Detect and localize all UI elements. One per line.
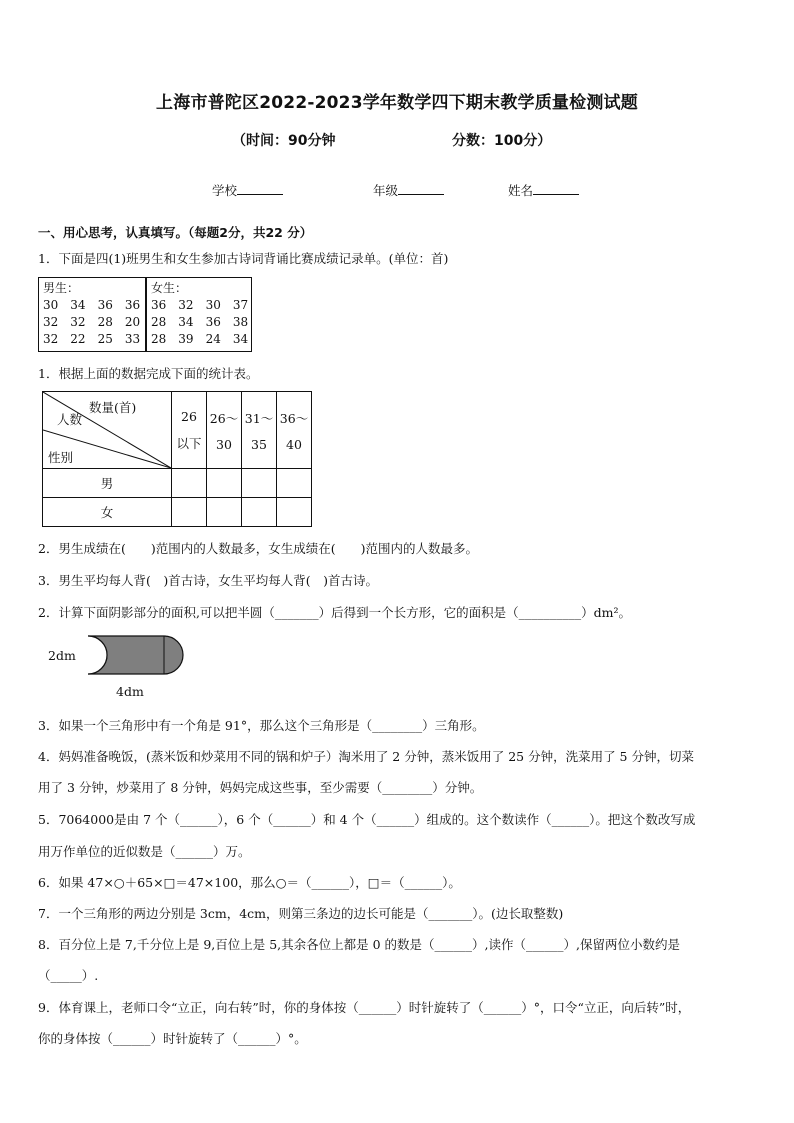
- q1-stem: 1．下面是四(1)班男生和女生参加古诗词背诵比赛成绩记录单。(单位：首): [38, 251, 449, 266]
- school-field: [212, 181, 283, 199]
- name-blank[interactable]: [533, 182, 579, 195]
- q6: 6．如果 47×○＋65×□＝47×100，那么○＝（______），□＝（______）。: [38, 875, 461, 890]
- grade-field: [373, 181, 444, 199]
- col-header-3: [242, 392, 277, 469]
- q5-line1: 5．7064000是由 7 个（______），6 个（______）和 4 个（______）组成的。这个数读作（______）。把这个数改写成: [38, 812, 696, 827]
- boys-score-table: [40, 297, 143, 348]
- score-cell: 32: [70, 315, 86, 329]
- corner-label-quantity: 数量(首): [89, 400, 137, 415]
- row-label-boys: 男: [43, 469, 172, 498]
- exam-score: 分数：100分）: [452, 133, 552, 149]
- grade-label: 年级: [373, 183, 399, 198]
- q8-line1: 8．百分位上是 7,千分位上是 9,百位上是 5,其余各位上都是 0 的数是（______）,读作（______）,保留两位小数约是: [38, 937, 681, 952]
- height-label: 2dm: [48, 648, 76, 663]
- boys-row: [40, 314, 143, 331]
- score-cell: 30: [205, 298, 221, 312]
- col-header-1-bottom: 以下: [176, 435, 202, 451]
- stat-row-boys: [43, 469, 312, 498]
- col-header-4-top: 36～: [279, 410, 309, 426]
- score-cell: 38: [232, 315, 249, 329]
- score-cell: 39: [178, 332, 194, 346]
- q4-line1: 4．妈妈准备晚饭，(蒸米饭和炒菜用不同的锅和炉子）淘米用了 2 分钟，蒸米饭用了 25 分钟，洗菜用了 5 分钟，切菜: [38, 749, 694, 764]
- q2-stem: 2．计算下面阴影部分的面积,可以把半圆（_______）后得到一个长方形，它的面积是（__________）dm²。: [38, 605, 632, 620]
- q1-sub2: 2．男生成绩在( )范围内的人数最多，女生成绩在( )范围内的人数最多。: [38, 541, 478, 556]
- score-cell: 22: [70, 332, 86, 346]
- answer-cell[interactable]: [277, 469, 312, 498]
- score-cell: 34: [232, 332, 249, 346]
- q8-line2: （_____）.: [38, 968, 99, 983]
- col-header-1: [172, 392, 207, 469]
- name-label: 姓名: [508, 183, 534, 198]
- boys-row: [40, 331, 143, 348]
- school-blank[interactable]: [237, 182, 283, 195]
- answer-cell[interactable]: [207, 469, 242, 498]
- girls-row: [148, 297, 251, 314]
- name-field: [508, 181, 579, 199]
- width-label: 4dm: [116, 684, 144, 699]
- score-cell: 36: [124, 298, 141, 312]
- score-cell: 24: [205, 332, 221, 346]
- score-cell: 34: [70, 298, 86, 312]
- q5-line2: 用万作单位的近似数是（______）万。: [38, 844, 251, 859]
- score-cell: 33: [124, 332, 141, 346]
- score-cell: 28: [97, 315, 113, 329]
- score-cell: 20: [124, 315, 141, 329]
- score-cell: 34: [178, 315, 194, 329]
- answer-cell[interactable]: [172, 498, 207, 527]
- stat-header-row: [43, 392, 312, 469]
- q7: 7．一个三角形的两边分别是 3cm，4cm，则第三条边的边长可能是（_______）。(边长取整数): [38, 906, 564, 921]
- answer-cell[interactable]: [172, 469, 207, 498]
- col-header-3-top: 31～: [244, 410, 274, 426]
- col-header-4-bottom: 40: [286, 436, 302, 452]
- answer-cell[interactable]: [242, 469, 277, 498]
- score-cell: 36: [151, 298, 167, 312]
- girls-row: [148, 331, 251, 348]
- answer-cell[interactable]: [277, 498, 312, 527]
- score-cell: 28: [151, 315, 167, 329]
- girls-row: [148, 314, 251, 331]
- score-cell: 32: [43, 332, 59, 346]
- answer-cell[interactable]: [207, 498, 242, 527]
- school-label: 学校: [212, 183, 238, 198]
- score-cell: 36: [205, 315, 221, 329]
- girls-label: 女生：: [151, 281, 188, 295]
- table-corner-cell: [43, 392, 172, 469]
- girls-score-table: [148, 297, 251, 348]
- q9-line2: 你的身体按（______）时针旋转了（______）°。: [38, 1031, 307, 1046]
- page-title: 上海市普陀区2022-2023学年数学四下期末教学质量检测试题: [156, 93, 638, 113]
- grade-blank[interactable]: [398, 182, 444, 195]
- score-cell: 32: [43, 315, 59, 329]
- section-heading: 一、用心思考，认真填写。（每题2分，共22 分）: [38, 225, 313, 240]
- statistics-table: [42, 391, 312, 527]
- col-header-2-top: 26～: [209, 410, 239, 426]
- col-header-2: [207, 392, 242, 469]
- col-header-3-bottom: 35: [251, 436, 267, 452]
- q4-line2: 用了 3 分钟，炒菜用了 8 分钟，妈妈完成这些事，至少需要（________）分钟。: [38, 780, 483, 795]
- q1-sub3: 3．男生平均每人背( )首古诗，女生平均每人背( )首古诗。: [38, 573, 378, 588]
- boys-row: [40, 297, 143, 314]
- score-cell: 37: [232, 298, 249, 312]
- col-header-1-top: 26: [181, 408, 197, 424]
- col-header-4: [277, 392, 312, 469]
- boys-label: 男生：: [43, 281, 80, 295]
- stat-row-girls: [43, 498, 312, 527]
- exam-time: （时间：90分钟: [232, 133, 336, 149]
- q9-line1: 9．体育课上，老师口令“立正，向右转”时，你的身体按（______）时针旋转了（______）°，口令“立正，向后转”时，: [38, 1000, 691, 1015]
- q3: 3．如果一个三角形中有一个角是 91°，那么这个三角形是（________）三角形。: [38, 718, 485, 733]
- q1-sub1: 1．根据上面的数据完成下面的统计表。: [38, 366, 259, 381]
- score-cell: 25: [97, 332, 113, 346]
- score-cell: 36: [97, 298, 113, 312]
- answer-cell[interactable]: [242, 498, 277, 527]
- score-cell: 28: [151, 332, 167, 346]
- shaded-figure: [86, 634, 190, 676]
- corner-label-gender: 性别: [48, 450, 74, 465]
- score-cell: 30: [43, 298, 59, 312]
- row-label-girls: 女: [43, 498, 172, 527]
- corner-label-count: 人数: [57, 412, 83, 427]
- col-header-2-bottom: 30: [216, 436, 232, 452]
- score-cell: 32: [178, 298, 194, 312]
